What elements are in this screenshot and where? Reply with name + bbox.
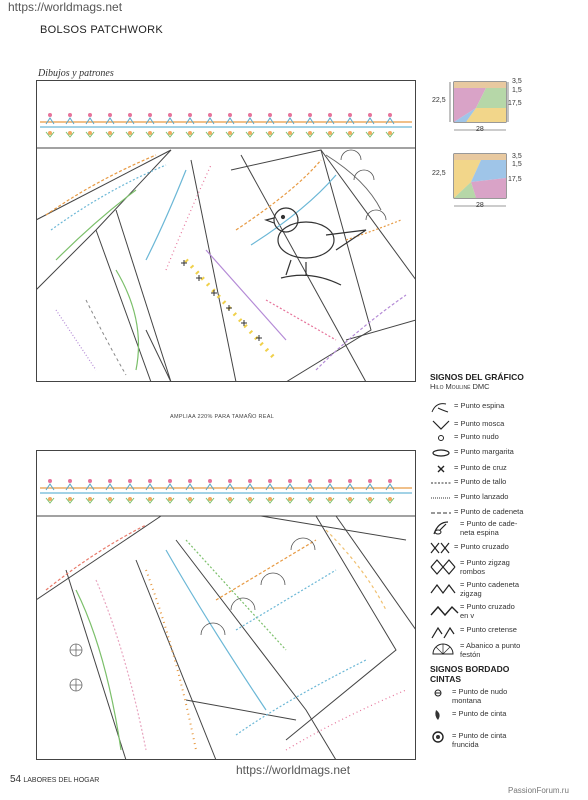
zigzag-rhombus-icon xyxy=(430,557,460,577)
crossed-x-icon xyxy=(430,541,452,555)
page-subtitle: Dibujos y patrones xyxy=(38,68,114,79)
fly-stitch-curve-icon xyxy=(430,400,452,414)
legend-item-cruzado-v: = Punto cruzado en v xyxy=(430,601,580,623)
legend-item-margarita: = Punto margarita xyxy=(430,446,580,462)
fly-stitch-v-icon xyxy=(430,418,452,432)
mountain-knot-icon xyxy=(430,686,452,700)
dashed-line-icon xyxy=(430,476,452,490)
legend-item-mosca: = Punto mosca xyxy=(430,418,580,434)
legend-item-nudo-montana: = Punto de nudo montana xyxy=(430,686,580,708)
top-pattern-panel xyxy=(36,80,416,382)
legend-item-espina: = Punto espina xyxy=(430,400,580,416)
diagram-1-d2: 1,5 xyxy=(512,87,522,94)
forum-watermark: PassionForum.ru xyxy=(508,786,569,795)
legend-item-lanzado: = Punto lanzado xyxy=(430,491,580,507)
v-cross-icon xyxy=(430,601,460,621)
footer-page-info xyxy=(10,774,99,785)
watermark-top[interactable]: https://worldmags.net xyxy=(8,0,123,14)
legend-item-cruz: = Punto de cruz xyxy=(430,462,580,478)
fan-icon xyxy=(430,640,456,658)
diagram-1-d1: 3,5 xyxy=(512,78,522,85)
legend-item-cinta: = Punto de cinta xyxy=(430,708,580,724)
ribbon-stitch-icon xyxy=(430,708,452,722)
cretan-icon xyxy=(430,624,456,640)
section-title: BOLSOS PATCHWORK xyxy=(40,24,163,36)
diagram-2-d1: 3,5 xyxy=(512,153,522,160)
legend-item-cadeneta: = Punto de cadeneta xyxy=(430,506,580,522)
legend-title: SIGNOS DEL GRÁFICO xyxy=(430,372,524,382)
diagram-1-d3: 17,5 xyxy=(508,100,522,107)
dotted-line-icon xyxy=(430,491,452,505)
legend-item-zigzag-rombos: = Punto zigzag rombos xyxy=(430,557,580,579)
page-number: 54 xyxy=(10,774,22,785)
cross-icon xyxy=(430,462,452,476)
diagram-2-d2: 1,5 xyxy=(512,161,522,168)
legend-item-cruzado: = Punto cruzado xyxy=(430,541,580,557)
knot-dot-icon xyxy=(430,431,452,445)
ribbon-legend-title: SIGNOS BORDADO CINTAS xyxy=(430,664,510,684)
legend-item-cretense: = Punto cretense xyxy=(430,624,580,640)
legend-item-cadeneta-espina: = Punto de cade- neta espina xyxy=(430,518,580,540)
legend-item-cadeneta-zigzag: = Punto cadeneta zigzag xyxy=(430,579,580,601)
twisted-ribbon-icon xyxy=(430,730,452,744)
watermark-bottom[interactable]: https://worldmags.net xyxy=(236,763,351,777)
bottom-pattern-panel xyxy=(36,450,416,760)
enlarge-note: AMPLIAA 220% PARA TAMAÑO REAL xyxy=(170,414,275,420)
diagram-2-width: 28 xyxy=(476,202,484,209)
lazy-daisy-icon xyxy=(430,446,452,460)
diagram-1-width: 28 xyxy=(476,126,484,133)
diagram-2-height: 22,5 xyxy=(432,170,446,177)
legend-item-tallo: = Punto de tallo xyxy=(430,476,580,492)
magazine-brand: LABORES DEL HOGAR xyxy=(23,777,100,784)
legend-item-nudo: = Punto nudo xyxy=(430,431,580,447)
legend-item-abanico: = Abanico a punto festón xyxy=(430,640,580,662)
diagram-2-d3: 17,5 xyxy=(508,176,522,183)
diagram-1-height: 22,5 xyxy=(432,97,446,104)
legend-threads: Hilo Mouliné DMC xyxy=(430,382,490,391)
feather-chain-icon xyxy=(430,518,452,538)
zigzag-chain-icon xyxy=(430,579,460,599)
legend-item-cinta-fruncida: = Punto de cinta fruncida xyxy=(430,730,580,752)
